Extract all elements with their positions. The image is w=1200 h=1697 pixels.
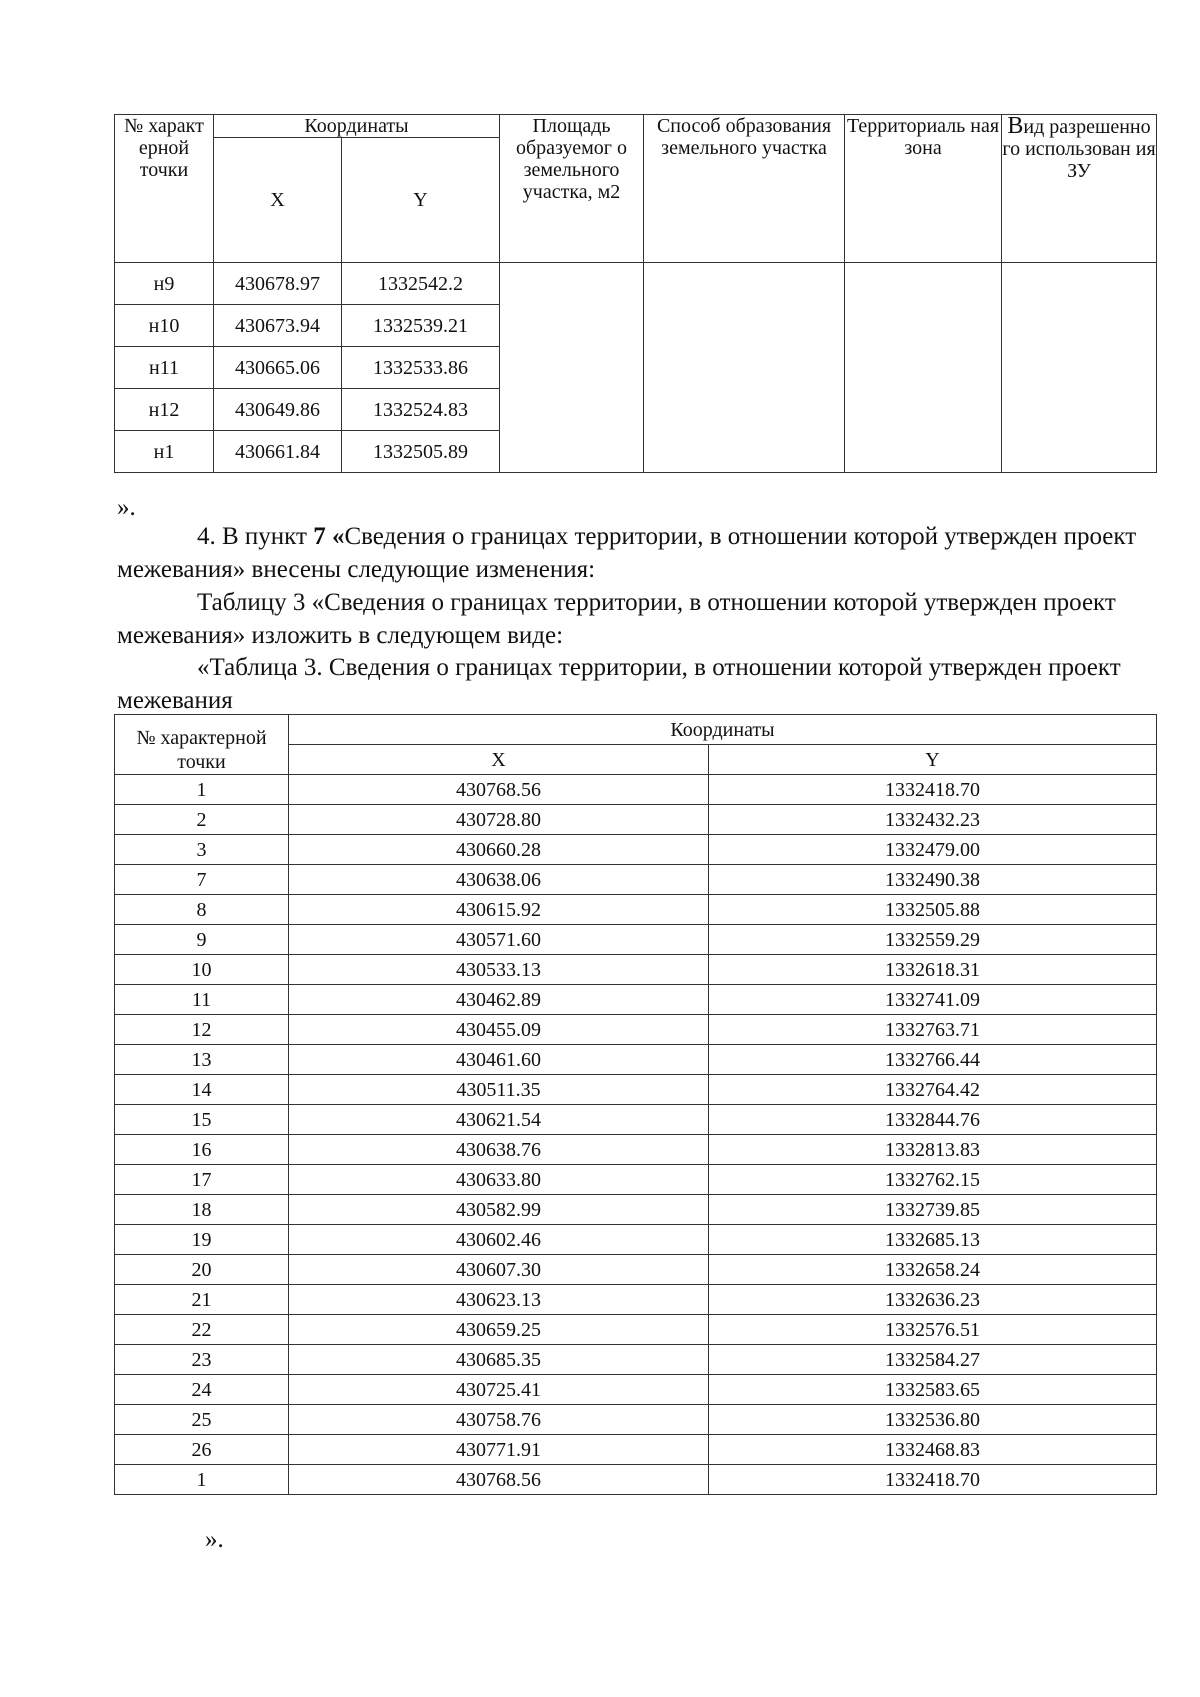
header-x: X [289, 745, 709, 775]
paragraph-table3-instruction: Таблицу 3 «Сведения о границах территории, в отношении которой утвержден проект межевания» изложить в следующем виде: [117, 589, 1116, 649]
point-cell: 26 [115, 1435, 289, 1465]
x-cell: 430633.80 [289, 1165, 709, 1195]
header-x: X [214, 138, 342, 263]
point-cell: н9 [115, 263, 214, 305]
y-cell: 1332844.76 [709, 1105, 1157, 1135]
y-cell: 1332490.38 [709, 865, 1157, 895]
characteristic-points-table [114, 114, 1157, 473]
x-cell: 430461.60 [289, 1045, 709, 1075]
point-cell: 19 [115, 1225, 289, 1255]
header-y: Y [342, 138, 500, 263]
point-cell: 11 [115, 985, 289, 1015]
point-cell: 16 [115, 1135, 289, 1165]
y-cell: 1332536.80 [709, 1405, 1157, 1435]
table-row [115, 1435, 1157, 1465]
point-cell: 17 [115, 1165, 289, 1195]
table-row [115, 1075, 1157, 1105]
x-cell: 430659.25 [289, 1315, 709, 1345]
x-cell: 430665.06 [214, 347, 342, 389]
y-cell: 1332762.15 [709, 1165, 1157, 1195]
boundary-coordinates-table [114, 714, 1157, 1495]
point-cell: 24 [115, 1375, 289, 1405]
table-row [115, 1045, 1157, 1075]
point-cell: 21 [115, 1285, 289, 1315]
x-cell: 430660.28 [289, 835, 709, 865]
paragraph-item-4-end: Сведения о границах территории, в отношении которой утвержден проект межевания» внесены следующие изменения: [117, 523, 1137, 583]
y-cell: 1332418.70 [709, 775, 1157, 805]
paragraph-item-4-bold: 7 « [313, 523, 345, 550]
x-cell: 430685.35 [289, 1345, 709, 1375]
table-row [115, 1315, 1157, 1345]
table-row [115, 775, 1157, 805]
point-cell: н12 [115, 389, 214, 431]
y-cell: 1332468.83 [709, 1435, 1157, 1465]
x-cell: 430758.76 [289, 1405, 709, 1435]
point-cell: 8 [115, 895, 289, 925]
table-row [115, 1015, 1157, 1045]
table-row [115, 1165, 1157, 1195]
y-cell: 1332418.70 [709, 1465, 1157, 1495]
table-row [115, 1345, 1157, 1375]
table-row [115, 263, 1157, 305]
y-cell: 1332524.83 [342, 389, 500, 431]
table3-caption: «Таблица 3. Сведения о границах территории, в отношении которой утвержден проект межевания [117, 654, 1121, 714]
header-coordinates: Координаты [214, 115, 500, 138]
table-row [115, 1375, 1157, 1405]
x-cell: 430607.30 [289, 1255, 709, 1285]
header-formation-method: Способ образования земельного участка [644, 115, 845, 263]
y-cell: 1332479.00 [709, 835, 1157, 865]
y-cell: 1332539.21 [342, 305, 500, 347]
table-row [115, 835, 1157, 865]
y-cell: 1332685.13 [709, 1225, 1157, 1255]
y-cell: 1332505.88 [709, 895, 1157, 925]
point-cell: 10 [115, 955, 289, 985]
point-cell: 3 [115, 835, 289, 865]
paragraph-item-4 [117, 520, 1157, 586]
x-cell: 430602.46 [289, 1225, 709, 1255]
table-row [115, 1135, 1157, 1165]
point-cell: 7 [115, 865, 289, 895]
x-cell: 430771.91 [289, 1435, 709, 1465]
y-cell: 1332766.44 [709, 1045, 1157, 1075]
header-point-number: № характерной точки [115, 715, 289, 775]
y-cell: 1332583.65 [709, 1375, 1157, 1405]
table-row [115, 805, 1157, 835]
zone-cell [845, 263, 1002, 473]
header-coordinates: Координаты [289, 715, 1157, 745]
point-cell: 1 [115, 1465, 289, 1495]
y-cell: 1332584.27 [709, 1345, 1157, 1375]
table-row [115, 925, 1157, 955]
paragraph-item-4-start: 4. В пункт [197, 523, 314, 550]
y-cell: 1332559.29 [709, 925, 1157, 955]
header-permitted-use [1002, 115, 1157, 263]
table-row [115, 955, 1157, 985]
header-permitted-use-rest: ид разрешенно го использован ия ЗУ [1002, 116, 1156, 182]
point-cell: 25 [115, 1405, 289, 1435]
point-cell: н10 [115, 305, 214, 347]
point-cell: 15 [115, 1105, 289, 1135]
table-row [115, 1225, 1157, 1255]
point-cell: 9 [115, 925, 289, 955]
x-cell: 430462.89 [289, 985, 709, 1015]
permitted-use-cell [1002, 263, 1157, 473]
point-cell: 22 [115, 1315, 289, 1345]
point-cell: 18 [115, 1195, 289, 1225]
point-cell: 1 [115, 775, 289, 805]
y-cell: 1332505.89 [342, 431, 500, 473]
y-cell: 1332432.23 [709, 805, 1157, 835]
x-cell: 430678.97 [214, 263, 342, 305]
x-cell: 430621.54 [289, 1105, 709, 1135]
point-cell: 13 [115, 1045, 289, 1075]
method-cell [644, 263, 845, 473]
y-cell: 1332636.23 [709, 1285, 1157, 1315]
x-cell: 430649.86 [214, 389, 342, 431]
point-cell: 20 [115, 1255, 289, 1285]
table-row [115, 895, 1157, 925]
point-cell: 14 [115, 1075, 289, 1105]
x-cell: 430571.60 [289, 925, 709, 955]
area-cell [500, 263, 644, 473]
table-row [115, 1255, 1157, 1285]
table-row [115, 1405, 1157, 1435]
x-cell: 430728.80 [289, 805, 709, 835]
x-cell: 430582.99 [289, 1195, 709, 1225]
point-cell: 12 [115, 1015, 289, 1045]
header-y: Y [709, 745, 1157, 775]
closing-quote: ». [205, 1526, 224, 1553]
table-row [115, 1465, 1157, 1495]
closing-quote: ». [117, 494, 136, 521]
table-row [115, 985, 1157, 1015]
y-cell: 1332813.83 [709, 1135, 1157, 1165]
y-cell: 1332542.2 [342, 263, 500, 305]
table-row [115, 1105, 1157, 1135]
header-permitted-use-initial: В [1007, 113, 1024, 139]
y-cell: 1332764.42 [709, 1075, 1157, 1105]
x-cell: 430511.35 [289, 1075, 709, 1105]
x-cell: 430615.92 [289, 895, 709, 925]
y-cell: 1332533.86 [342, 347, 500, 389]
x-cell: 430623.13 [289, 1285, 709, 1315]
header-area: Площадь образуемог о земельного участка, м2 [500, 115, 644, 263]
x-cell: 430768.56 [289, 775, 709, 805]
x-cell: 430768.56 [289, 1465, 709, 1495]
point-cell: н11 [115, 347, 214, 389]
x-cell: 430455.09 [289, 1015, 709, 1045]
x-cell: 430725.41 [289, 1375, 709, 1405]
header-territorial-zone: Территориаль ная зона [845, 115, 1002, 263]
point-cell: 2 [115, 805, 289, 835]
header-point-number: № характ ерной точки [115, 115, 214, 263]
y-cell: 1332576.51 [709, 1315, 1157, 1345]
point-cell: 23 [115, 1345, 289, 1375]
x-cell: 430673.94 [214, 305, 342, 347]
y-cell: 1332618.31 [709, 955, 1157, 985]
y-cell: 1332739.85 [709, 1195, 1157, 1225]
table-row [115, 1285, 1157, 1315]
point-cell: н1 [115, 431, 214, 473]
x-cell: 430638.06 [289, 865, 709, 895]
x-cell: 430661.84 [214, 431, 342, 473]
table-row [115, 865, 1157, 895]
boundary-coordinates-body [115, 775, 1157, 1495]
y-cell: 1332658.24 [709, 1255, 1157, 1285]
table-row [115, 1195, 1157, 1225]
y-cell: 1332763.71 [709, 1015, 1157, 1045]
x-cell: 430533.13 [289, 955, 709, 985]
y-cell: 1332741.09 [709, 985, 1157, 1015]
x-cell: 430638.76 [289, 1135, 709, 1165]
